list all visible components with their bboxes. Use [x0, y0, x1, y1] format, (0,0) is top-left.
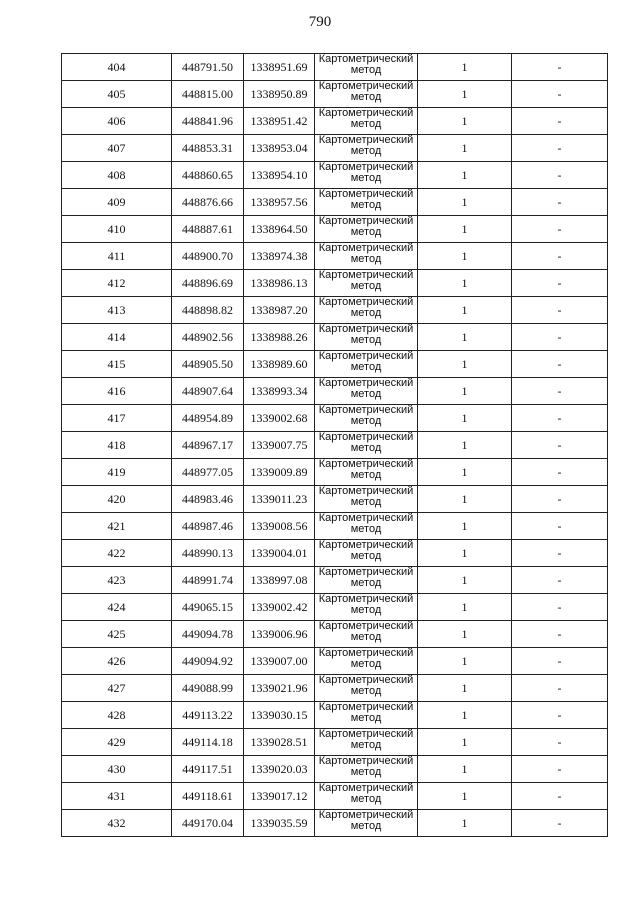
coordinate-x-cell: 448977.05 [172, 459, 244, 486]
coordinate-y-cell: 1338997.08 [244, 567, 315, 594]
table-row [62, 702, 608, 729]
method-cell: Картометрический метод [315, 297, 418, 324]
note-cell: - [512, 648, 608, 675]
accuracy-cell: 1 [418, 540, 512, 567]
coordinate-x-cell: 448954.89 [172, 405, 244, 432]
accuracy-cell: 1 [418, 702, 512, 729]
note-cell: - [512, 432, 608, 459]
table-row [62, 216, 608, 243]
point-number-cell: 426 [62, 648, 172, 675]
coordinate-x-cell: 448853.31 [172, 135, 244, 162]
table-row [62, 270, 608, 297]
table-row [62, 567, 608, 594]
coordinate-x-cell: 449065.15 [172, 594, 244, 621]
coordinate-x-cell: 448791.50 [172, 54, 244, 81]
note-cell: - [512, 297, 608, 324]
accuracy-cell: 1 [418, 135, 512, 162]
table-row [62, 189, 608, 216]
accuracy-cell: 1 [418, 189, 512, 216]
method-cell: Картометрический метод [315, 513, 418, 540]
note-cell: - [512, 162, 608, 189]
coordinate-x-cell: 448991.74 [172, 567, 244, 594]
table-row [62, 378, 608, 405]
coordinate-x-cell: 448876.66 [172, 189, 244, 216]
coordinate-x-cell: 448898.82 [172, 297, 244, 324]
accuracy-cell: 1 [418, 297, 512, 324]
coordinate-y-cell: 1339020.03 [244, 756, 315, 783]
note-cell: - [512, 621, 608, 648]
coordinate-x-cell: 448900.70 [172, 243, 244, 270]
method-cell: Картометрический метод [315, 567, 418, 594]
coordinate-y-cell: 1339002.42 [244, 594, 315, 621]
method-cell: Картометрический метод [315, 648, 418, 675]
point-number-cell: 429 [62, 729, 172, 756]
point-number-cell: 406 [62, 108, 172, 135]
table-body [62, 54, 608, 837]
accuracy-cell: 1 [418, 162, 512, 189]
point-number-cell: 425 [62, 621, 172, 648]
accuracy-cell: 1 [418, 459, 512, 486]
note-cell: - [512, 540, 608, 567]
accuracy-cell: 1 [418, 243, 512, 270]
coordinate-x-cell: 448987.46 [172, 513, 244, 540]
accuracy-cell: 1 [418, 81, 512, 108]
table-row [62, 81, 608, 108]
method-cell: Картометрический метод [315, 783, 418, 810]
note-cell: - [512, 351, 608, 378]
accuracy-cell: 1 [418, 567, 512, 594]
accuracy-cell: 1 [418, 324, 512, 351]
point-number-cell: 414 [62, 324, 172, 351]
point-number-cell: 417 [62, 405, 172, 432]
coordinate-y-cell: 1338954.10 [244, 162, 315, 189]
accuracy-cell: 1 [418, 405, 512, 432]
point-number-cell: 415 [62, 351, 172, 378]
accuracy-cell: 1 [418, 270, 512, 297]
table-row [62, 648, 608, 675]
coordinate-x-cell: 448983.46 [172, 486, 244, 513]
coordinate-y-cell: 1338953.04 [244, 135, 315, 162]
method-cell: Картометрический метод [315, 540, 418, 567]
coordinate-x-cell: 448887.61 [172, 216, 244, 243]
method-cell: Картометрический метод [315, 270, 418, 297]
accuracy-cell: 1 [418, 756, 512, 783]
point-number-cell: 428 [62, 702, 172, 729]
table-row [62, 459, 608, 486]
table-row [62, 297, 608, 324]
coordinate-y-cell: 1338989.60 [244, 351, 315, 378]
coordinate-x-cell: 449117.51 [172, 756, 244, 783]
accuracy-cell: 1 [418, 351, 512, 378]
point-number-cell: 409 [62, 189, 172, 216]
method-cell: Картометрический метод [315, 108, 418, 135]
coordinate-x-cell: 448841.96 [172, 108, 244, 135]
note-cell: - [512, 567, 608, 594]
note-cell: - [512, 270, 608, 297]
coordinate-y-cell: 1339030.15 [244, 702, 315, 729]
method-cell: Картометрический метод [315, 756, 418, 783]
note-cell: - [512, 216, 608, 243]
note-cell: - [512, 108, 608, 135]
point-number-cell: 431 [62, 783, 172, 810]
table-row [62, 513, 608, 540]
table-row [62, 351, 608, 378]
point-number-cell: 404 [62, 54, 172, 81]
point-number-cell: 412 [62, 270, 172, 297]
accuracy-cell: 1 [418, 108, 512, 135]
point-number-cell: 424 [62, 594, 172, 621]
coordinate-y-cell: 1338986.13 [244, 270, 315, 297]
coordinate-y-cell: 1339035.59 [244, 810, 315, 837]
point-number-cell: 405 [62, 81, 172, 108]
note-cell: - [512, 729, 608, 756]
page-number: 790 [308, 14, 332, 30]
coordinate-y-cell: 1338950.89 [244, 81, 315, 108]
accuracy-cell: 1 [418, 54, 512, 81]
method-cell: Картометрический метод [315, 810, 418, 837]
table-row [62, 162, 608, 189]
coordinate-x-cell: 448967.17 [172, 432, 244, 459]
method-cell: Картометрический метод [315, 135, 418, 162]
coordinate-y-cell: 1338951.42 [244, 108, 315, 135]
coordinates-table [61, 53, 608, 837]
accuracy-cell: 1 [418, 783, 512, 810]
point-number-cell: 413 [62, 297, 172, 324]
note-cell: - [512, 810, 608, 837]
coordinate-y-cell: 1339007.75 [244, 432, 315, 459]
point-number-cell: 418 [62, 432, 172, 459]
coordinate-y-cell: 1338951.69 [244, 54, 315, 81]
point-number-cell: 419 [62, 459, 172, 486]
point-number-cell: 423 [62, 567, 172, 594]
point-number-cell: 410 [62, 216, 172, 243]
note-cell: - [512, 324, 608, 351]
point-number-cell: 432 [62, 810, 172, 837]
table-row [62, 621, 608, 648]
coordinate-y-cell: 1339017.12 [244, 783, 315, 810]
note-cell: - [512, 189, 608, 216]
coordinate-y-cell: 1339004.01 [244, 540, 315, 567]
point-number-cell: 408 [62, 162, 172, 189]
note-cell: - [512, 54, 608, 81]
accuracy-cell: 1 [418, 810, 512, 837]
note-cell: - [512, 783, 608, 810]
coordinate-x-cell: 449114.18 [172, 729, 244, 756]
note-cell: - [512, 405, 608, 432]
coordinate-x-cell: 448990.13 [172, 540, 244, 567]
note-cell: - [512, 513, 608, 540]
point-number-cell: 427 [62, 675, 172, 702]
coordinate-y-cell: 1338988.26 [244, 324, 315, 351]
coordinate-y-cell: 1338964.50 [244, 216, 315, 243]
method-cell: Картометрический метод [315, 459, 418, 486]
accuracy-cell: 1 [418, 621, 512, 648]
method-cell: Картометрический метод [315, 378, 418, 405]
method-cell: Картометрический метод [315, 324, 418, 351]
table-row [62, 594, 608, 621]
table-row [62, 54, 608, 81]
coordinate-x-cell: 449094.92 [172, 648, 244, 675]
note-cell: - [512, 486, 608, 513]
note-cell: - [512, 594, 608, 621]
accuracy-cell: 1 [418, 432, 512, 459]
method-cell: Картометрический метод [315, 81, 418, 108]
coordinate-x-cell: 449094.78 [172, 621, 244, 648]
table-row [62, 108, 608, 135]
method-cell: Картометрический метод [315, 594, 418, 621]
table-row [62, 432, 608, 459]
coordinate-y-cell: 1339021.96 [244, 675, 315, 702]
table-row [62, 486, 608, 513]
coordinate-x-cell: 449088.99 [172, 675, 244, 702]
coordinate-x-cell: 449170.04 [172, 810, 244, 837]
note-cell: - [512, 675, 608, 702]
coordinate-x-cell: 449118.61 [172, 783, 244, 810]
accuracy-cell: 1 [418, 216, 512, 243]
accuracy-cell: 1 [418, 594, 512, 621]
coordinate-y-cell: 1338987.20 [244, 297, 315, 324]
method-cell: Картометрический метод [315, 702, 418, 729]
table-row [62, 540, 608, 567]
coordinate-y-cell: 1338957.56 [244, 189, 315, 216]
table-row [62, 810, 608, 837]
accuracy-cell: 1 [418, 378, 512, 405]
table-row [62, 243, 608, 270]
note-cell: - [512, 135, 608, 162]
coordinate-y-cell: 1339028.51 [244, 729, 315, 756]
method-cell: Картометрический метод [315, 621, 418, 648]
note-cell: - [512, 243, 608, 270]
point-number-cell: 421 [62, 513, 172, 540]
table-row [62, 756, 608, 783]
coordinate-x-cell: 448907.64 [172, 378, 244, 405]
table-row [62, 405, 608, 432]
note-cell: - [512, 702, 608, 729]
point-number-cell: 407 [62, 135, 172, 162]
method-cell: Картометрический метод [315, 243, 418, 270]
method-cell: Картометрический метод [315, 675, 418, 702]
accuracy-cell: 1 [418, 729, 512, 756]
accuracy-cell: 1 [418, 675, 512, 702]
note-cell: - [512, 756, 608, 783]
accuracy-cell: 1 [418, 648, 512, 675]
coordinate-x-cell: 448896.69 [172, 270, 244, 297]
accuracy-cell: 1 [418, 486, 512, 513]
method-cell: Картометрический метод [315, 189, 418, 216]
method-cell: Картометрический метод [315, 405, 418, 432]
coordinate-y-cell: 1338974.38 [244, 243, 315, 270]
note-cell: - [512, 459, 608, 486]
note-cell: - [512, 378, 608, 405]
coordinate-y-cell: 1339011.23 [244, 486, 315, 513]
point-number-cell: 430 [62, 756, 172, 783]
coordinate-y-cell: 1339008.56 [244, 513, 315, 540]
table-row [62, 729, 608, 756]
coordinate-x-cell: 449113.22 [172, 702, 244, 729]
accuracy-cell: 1 [418, 513, 512, 540]
table-row [62, 783, 608, 810]
coordinate-x-cell: 448815.00 [172, 81, 244, 108]
method-cell: Картометрический метод [315, 54, 418, 81]
point-number-cell: 411 [62, 243, 172, 270]
coordinate-x-cell: 448902.56 [172, 324, 244, 351]
point-number-cell: 416 [62, 378, 172, 405]
point-number-cell: 422 [62, 540, 172, 567]
coordinate-y-cell: 1339007.00 [244, 648, 315, 675]
coordinate-y-cell: 1338993.34 [244, 378, 315, 405]
method-cell: Картометрический метод [315, 162, 418, 189]
method-cell: Картометрический метод [315, 432, 418, 459]
coordinate-y-cell: 1339002.68 [244, 405, 315, 432]
table-row [62, 324, 608, 351]
coordinate-y-cell: 1339009.89 [244, 459, 315, 486]
method-cell: Картометрический метод [315, 486, 418, 513]
method-cell: Картометрический метод [315, 729, 418, 756]
method-cell: Картометрический метод [315, 216, 418, 243]
table-row [62, 675, 608, 702]
coordinate-x-cell: 448905.50 [172, 351, 244, 378]
coordinate-y-cell: 1339006.96 [244, 621, 315, 648]
coordinate-x-cell: 448860.65 [172, 162, 244, 189]
note-cell: - [512, 81, 608, 108]
method-cell: Картометрический метод [315, 351, 418, 378]
table-row [62, 135, 608, 162]
point-number-cell: 420 [62, 486, 172, 513]
